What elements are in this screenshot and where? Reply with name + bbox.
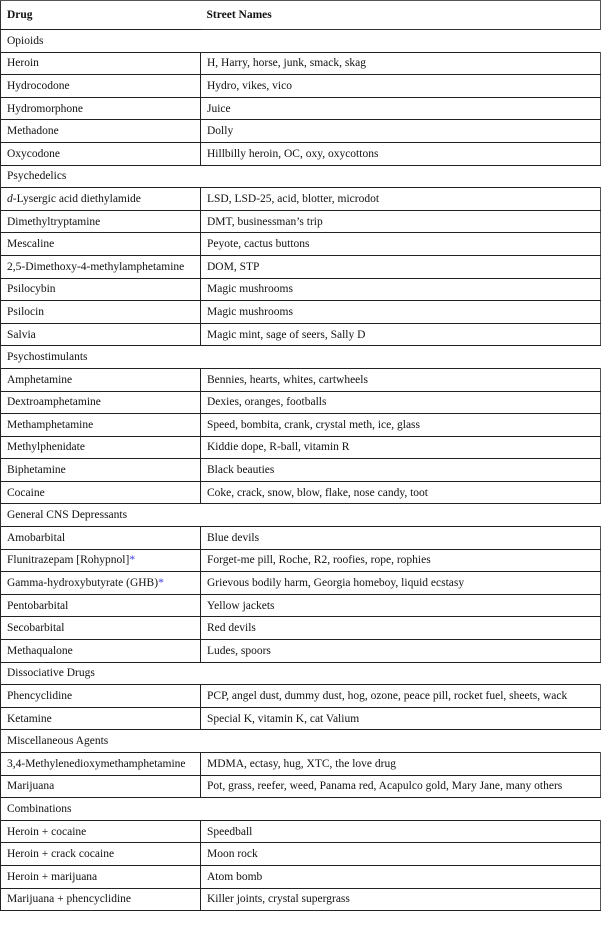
drug-name-cell: [1, 210, 201, 233]
street-names-cell: Blue devils: [201, 527, 601, 550]
category-label: Dissociative Drugs: [1, 662, 601, 685]
drug-name: Phencyclidine: [7, 690, 73, 703]
drug-name-cell: [1, 255, 201, 278]
table-row: [1, 233, 601, 256]
drug-name-cell: [1, 888, 201, 911]
street-names-cell: Killer joints, crystal supergrass: [201, 888, 601, 911]
street-names-cell: Juice: [201, 97, 601, 120]
drug-name-cell: [1, 707, 201, 730]
drug-name: 2,5-Dimethoxy-4-methylamphetamine: [7, 260, 185, 273]
drug-name-cell: [1, 97, 201, 120]
drug-name: Methylphenidate: [7, 441, 85, 454]
drug-name-cell: [1, 414, 201, 437]
street-names-cell: LSD, LSD-25, acid, blotter, microdot: [201, 188, 601, 211]
street-names-cell: Coke, crack, snow, blow, flake, nose candy, toot: [201, 481, 601, 504]
street-names-cell: Moon rock: [201, 843, 601, 866]
street-names-cell: Yellow jackets: [201, 594, 601, 617]
drug-name: Amobarbital: [7, 531, 66, 544]
drug-name: Psilocin: [7, 305, 45, 318]
drug-name-cell: [1, 753, 201, 776]
drug-name: Marijuana + phencyclidine: [7, 893, 131, 906]
street-names-cell: Hillbilly heroin, OC, oxy, oxycottons: [201, 142, 601, 165]
street-names-cell: Pot, grass, reefer, weed, Panama red, Acapulco gold, Mary Jane, many others: [201, 775, 601, 798]
table-row: [1, 368, 601, 391]
drug-name: Cocaine: [7, 486, 45, 499]
table-row: [1, 594, 601, 617]
drug-name: Marijuana: [7, 780, 55, 793]
table-row: [1, 865, 601, 888]
table-row: [1, 301, 601, 324]
column-header-drug: Drug: [1, 1, 201, 30]
drug-name-cell: [1, 52, 201, 75]
table-row: [1, 617, 601, 640]
category-row: [1, 730, 601, 753]
drug-name: Heroin + marijuana: [7, 870, 98, 883]
table-row: [1, 843, 601, 866]
category-row: [1, 165, 601, 188]
table-row: [1, 640, 601, 663]
street-names-cell: PCP, angel dust, dummy dust, hog, ozone, peace pill, rocket fuel, sheets, wack: [201, 685, 601, 708]
street-names-cell: Atom bomb: [201, 865, 601, 888]
street-names-cell: Magic mushrooms: [201, 301, 601, 324]
category-row: [1, 662, 601, 685]
drug-name-cell: [1, 391, 201, 414]
street-names-cell: Black beauties: [201, 459, 601, 482]
drug-name: Mescaline: [7, 238, 55, 251]
drug-name-cell: [1, 843, 201, 866]
street-names-cell: Kiddie dope, R-ball, vitamin R: [201, 436, 601, 459]
drug-name-cell: [1, 527, 201, 550]
drug-name-cell: [1, 323, 201, 346]
category-row: [1, 30, 601, 53]
drug-name-cell: [1, 75, 201, 98]
drug-name: Heroin + cocaine: [7, 825, 87, 838]
category-row: [1, 346, 601, 369]
drug-name: Hydromorphone: [7, 102, 84, 115]
drug-name: Amphetamine: [7, 373, 73, 386]
table-row: [1, 188, 601, 211]
drug-name-cell: [1, 572, 201, 595]
drug-name: Biphetamine: [7, 464, 66, 477]
street-names-cell: Bennies, hearts, whites, cartwheels: [201, 368, 601, 391]
table-row: [1, 75, 601, 98]
drug-name-cell: [1, 820, 201, 843]
drug-name-cell: [1, 301, 201, 324]
drug-name-cell: [1, 188, 201, 211]
street-names-cell: H, Harry, horse, junk, smack, skag: [201, 52, 601, 75]
table-row: [1, 888, 601, 911]
street-names-cell: Peyote, cactus buttons: [201, 233, 601, 256]
category-label: Psychostimulants: [1, 346, 601, 369]
drug-name-cell: [1, 142, 201, 165]
category-label: Miscellaneous Agents: [1, 730, 601, 753]
table-row: [1, 572, 601, 595]
table-row: [1, 685, 601, 708]
street-names-cell: Special K, vitamin K, cat Valium: [201, 707, 601, 730]
table-row: [1, 391, 601, 414]
drug-name: Oxycodone: [7, 147, 61, 160]
street-names-cell: Ludes, spoors: [201, 640, 601, 663]
category-label: Opioids: [1, 30, 601, 53]
table-row: [1, 255, 601, 278]
drug-name: Dimethyltryptamine: [7, 215, 101, 228]
street-names-cell: Magic mushrooms: [201, 278, 601, 301]
category-label: Combinations: [1, 798, 601, 821]
drug-name: 3,4-Methylenedioxymethamphetamine: [7, 757, 186, 770]
drug-name-cell: [1, 120, 201, 143]
table-row: [1, 775, 601, 798]
drug-name: Psilocybin: [7, 283, 56, 296]
drug-name-cell: [1, 685, 201, 708]
category-label: General CNS Depressants: [1, 504, 601, 527]
drug-name: Flunitrazepam [Rohypnol]: [7, 554, 130, 567]
table-row: [1, 120, 601, 143]
street-names-cell: DMT, businessman’s trip: [201, 210, 601, 233]
street-names-cell: DOM, STP: [201, 255, 601, 278]
column-header-street-names: Street Names: [201, 1, 601, 30]
drug-name-cell: [1, 640, 201, 663]
drug-name-cell: [1, 278, 201, 301]
drug-name: Ketamine: [7, 712, 52, 725]
drug-name-cell: [1, 617, 201, 640]
table-row: [1, 527, 601, 550]
drug-name-cell: [1, 233, 201, 256]
table-row: [1, 414, 601, 437]
footnote-marker-link[interactable]: *: [158, 577, 164, 590]
drug-name-cell: [1, 481, 201, 504]
drug-name-cell: [1, 368, 201, 391]
table-row: [1, 481, 601, 504]
table-row: [1, 753, 601, 776]
drug-name: Hydrocodone: [7, 79, 70, 92]
table-row: [1, 323, 601, 346]
table-row: [1, 278, 601, 301]
street-names-cell: Speed, bombita, crank, crystal meth, ice, glass: [201, 414, 601, 437]
drug-name: Secobarbital: [7, 622, 65, 635]
street-names-cell: Grievous bodily harm, Georgia homeboy, liquid ecstasy: [201, 572, 601, 595]
drug-name-cell: [1, 549, 201, 572]
street-names-cell: Forget-me pill, Roche, R2, roofies, rope, rophies: [201, 549, 601, 572]
drug-name-italic-prefix: d: [7, 192, 13, 205]
drug-name: Gamma-hydroxybutyrate (GHB): [7, 577, 159, 590]
table-row: [1, 52, 601, 75]
drug-name: Methadone: [7, 125, 59, 138]
drug-name: Methaqualone: [7, 644, 73, 657]
table-row: [1, 549, 601, 572]
category-row: [1, 504, 601, 527]
category-row: [1, 798, 601, 821]
drug-name: Methamphetamine: [7, 418, 94, 431]
table-row: [1, 459, 601, 482]
footnote-marker-link[interactable]: *: [129, 554, 136, 567]
street-names-cell: Dolly: [201, 120, 601, 143]
table-row: [1, 142, 601, 165]
table-row: [1, 436, 601, 459]
drug-name: Pentobarbital: [7, 599, 69, 612]
drug-name-cell: [1, 459, 201, 482]
table-row: [1, 820, 601, 843]
drug-name: Dextroamphetamine: [7, 396, 101, 409]
street-names-cell: Hydro, vikes, vico: [201, 75, 601, 98]
table-header-row: [1, 1, 601, 30]
street-names-cell: Dexies, oranges, footballs: [201, 391, 601, 414]
table-row: [1, 210, 601, 233]
table-body: [1, 30, 601, 911]
table-row: [1, 97, 601, 120]
drug-name-cell: [1, 436, 201, 459]
drug-name: Heroin: [7, 57, 39, 70]
street-names-cell: Speedball: [201, 820, 601, 843]
drug-name-cell: [1, 775, 201, 798]
drug-name-cell: [1, 865, 201, 888]
drug-name-cell: [1, 594, 201, 617]
drug-name: Heroin + crack cocaine: [7, 848, 115, 861]
drug-name: Salvia: [7, 328, 36, 341]
street-names-cell: Magic mint, sage of seers, Sally D: [201, 323, 601, 346]
table-row: [1, 707, 601, 730]
category-label: Psychedelics: [1, 165, 601, 188]
street-names-cell: Red devils: [201, 617, 601, 640]
street-names-cell: MDMA, ectasy, hug, XTC, the love drug: [201, 753, 601, 776]
drug-name: -Lysergic acid diethylamide: [12, 192, 141, 205]
